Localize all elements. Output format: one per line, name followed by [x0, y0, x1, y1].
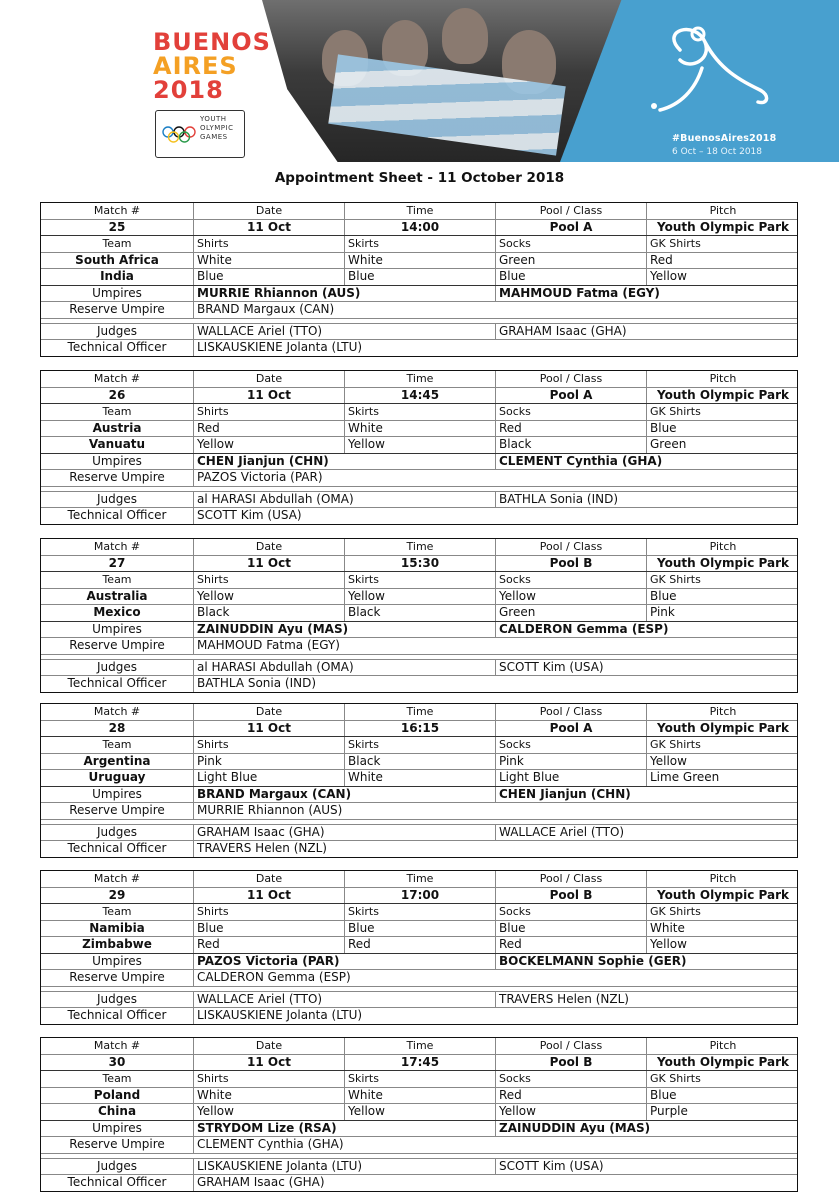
label-time: Time: [344, 704, 495, 720]
label-shirts: Shirts: [193, 404, 344, 420]
event-dates: 6 Oct – 18 Oct 2018: [672, 147, 763, 157]
match-pool: Pool A: [495, 220, 646, 236]
team-name: Namibia: [89, 920, 145, 935]
judge-1: GRAHAM Isaac (GHA): [193, 825, 495, 841]
label-pitch: Pitch: [646, 371, 799, 387]
team-skirts: White: [344, 770, 495, 786]
team-skirts: Yellow: [344, 437, 495, 453]
team-shirts: Light Blue: [193, 770, 344, 786]
label-reserve-umpire: Reserve Umpire: [69, 470, 165, 484]
label-time: Time: [344, 1038, 495, 1054]
team-skirts: Red: [344, 937, 495, 953]
team-name: Argentina: [83, 753, 151, 768]
umpire-2: MAHMOUD Fatma (EGY): [495, 286, 799, 302]
match-pitch: Youth Olympic Park: [646, 388, 799, 404]
team-name: Australia: [86, 588, 148, 603]
match-date: 11 Oct: [193, 220, 344, 236]
team-row: [41, 770, 797, 787]
team-shirts: White: [193, 1088, 344, 1104]
label-gk-shirts: GK Shirts: [646, 236, 799, 252]
judge-1: WALLACE Ariel (TTO): [193, 992, 495, 1008]
hashtag: #BuenosAires2018: [672, 133, 777, 144]
match-pool: Pool B: [495, 1055, 646, 1071]
label-match: Match #: [93, 872, 141, 885]
match-table: [40, 202, 798, 357]
label-team: Team: [102, 1072, 132, 1085]
label-shirts: Shirts: [193, 737, 344, 753]
reserve-umpire: BRAND Margaux (CAN): [193, 302, 799, 318]
label-umpires: Umpires: [92, 953, 142, 968]
team-shirts: Blue: [193, 269, 344, 285]
olympic-rings-icon: [161, 125, 197, 145]
match-table: [40, 370, 798, 525]
label-judges: Judges: [96, 991, 137, 1006]
team-gk-shirts: Blue: [646, 1088, 799, 1104]
team-skirts: Black: [344, 605, 495, 621]
match-pitch: Youth Olympic Park: [646, 556, 799, 572]
judge-2: GRAHAM Isaac (GHA): [495, 324, 799, 340]
label-umpires: Umpires: [92, 453, 142, 468]
label-technical-officer: Technical Officer: [67, 340, 167, 354]
label-skirts: Skirts: [344, 236, 495, 252]
judge-2: WALLACE Ariel (TTO): [495, 825, 799, 841]
label-reserve-umpire: Reserve Umpire: [69, 302, 165, 316]
team-gk-shirts: Red: [646, 253, 799, 269]
crowd-figure: [442, 8, 488, 64]
team-gk-shirts: Yellow: [646, 754, 799, 770]
label-judges: Judges: [96, 1158, 137, 1173]
team-socks: Pink: [495, 754, 646, 770]
label-pitch: Pitch: [646, 871, 799, 887]
team-socks: Blue: [495, 269, 646, 285]
team-name: China: [97, 1104, 137, 1118]
match-date: 11 Oct: [193, 556, 344, 572]
label-team: Team: [102, 905, 132, 918]
team-row: [41, 421, 797, 438]
label-pitch: Pitch: [646, 539, 799, 555]
judge-1: al HARASI Abdullah (OMA): [193, 492, 495, 508]
label-date: Date: [193, 704, 344, 720]
judge-2: SCOTT Kim (USA): [495, 1159, 799, 1175]
label-gk-shirts: GK Shirts: [646, 404, 799, 420]
judge-1: al HARASI Abdullah (OMA): [193, 660, 495, 676]
label-socks: Socks: [495, 236, 646, 252]
team-gk-shirts: Green: [646, 437, 799, 453]
label-judges: Judges: [96, 824, 137, 839]
label-pool: Pool / Class: [495, 871, 646, 887]
team-skirts: Blue: [344, 921, 495, 937]
match-pitch: Youth Olympic Park: [646, 1055, 799, 1071]
team-skirts: White: [344, 1088, 495, 1104]
team-socks: Blue: [495, 921, 646, 937]
team-name: Poland: [93, 1087, 141, 1102]
match-pitch: Youth Olympic Park: [646, 721, 799, 737]
label-technical-officer: Technical Officer: [67, 1008, 167, 1022]
label-judges: Judges: [96, 659, 137, 674]
match-time: 17:00: [344, 888, 495, 904]
label-date: Date: [193, 539, 344, 555]
match-date: 11 Oct: [193, 721, 344, 737]
label-umpires: Umpires: [92, 621, 142, 636]
label-reserve-umpire: Reserve Umpire: [69, 970, 165, 984]
umpire-1: ZAINUDDIN Ayu (MAS): [193, 622, 495, 638]
match-number: 28: [108, 720, 126, 735]
label-match: Match #: [93, 540, 141, 553]
team-skirts: White: [344, 421, 495, 437]
label-team: Team: [102, 738, 132, 751]
label-skirts: Skirts: [344, 1071, 495, 1087]
match-table: [40, 703, 798, 858]
umpire-1: STRYDOM Lize (RSA): [193, 1121, 495, 1137]
match-time: 16:15: [344, 721, 495, 737]
team-socks: Black: [495, 437, 646, 453]
team-socks: Green: [495, 253, 646, 269]
team-shirts: Blue: [193, 921, 344, 937]
umpire-1: PAZOS Victoria (PAR): [193, 954, 495, 970]
label-match: Match #: [93, 204, 141, 217]
umpire-1: CHEN Jianjun (CHN): [193, 454, 495, 470]
team-skirts: Black: [344, 754, 495, 770]
technical-officer: LISKAUSKIENE Jolanta (LTU): [193, 1008, 799, 1024]
team-skirts: Blue: [344, 269, 495, 285]
match-table: [40, 1037, 798, 1192]
team-gk-shirts: White: [646, 921, 799, 937]
hockey-pictogram-icon: [640, 20, 780, 125]
label-pitch: Pitch: [646, 704, 799, 720]
team-gk-shirts: Yellow: [646, 269, 799, 285]
label-technical-officer: Technical Officer: [67, 508, 167, 522]
team-skirts: Yellow: [344, 589, 495, 605]
team-name: Uruguay: [88, 770, 146, 784]
label-pool: Pool / Class: [495, 1038, 646, 1054]
technical-officer: GRAHAM Isaac (GHA): [193, 1175, 799, 1191]
label-pool: Pool / Class: [495, 704, 646, 720]
team-gk-shirts: Purple: [646, 1104, 799, 1120]
label-judges: Judges: [96, 323, 137, 338]
team-shirts: Red: [193, 937, 344, 953]
label-umpires: Umpires: [92, 285, 142, 300]
team-row: [41, 269, 797, 286]
team-shirts: Black: [193, 605, 344, 621]
match-date: 11 Oct: [193, 1055, 344, 1071]
match-pitch: Youth Olympic Park: [646, 220, 799, 236]
team-socks: Red: [495, 1088, 646, 1104]
match-table: [40, 538, 798, 693]
team-shirts: White: [193, 253, 344, 269]
match-number: 25: [108, 219, 126, 234]
label-date: Date: [193, 371, 344, 387]
team-shirts: Yellow: [193, 589, 344, 605]
label-pool: Pool / Class: [495, 539, 646, 555]
label-gk-shirts: GK Shirts: [646, 737, 799, 753]
match-number: 27: [108, 555, 126, 570]
label-shirts: Shirts: [193, 904, 344, 920]
umpire-2: CALDERON Gemma (ESP): [495, 622, 799, 638]
label-socks: Socks: [495, 904, 646, 920]
judge-1: WALLACE Ariel (TTO): [193, 324, 495, 340]
judge-2: SCOTT Kim (USA): [495, 660, 799, 676]
team-shirts: Yellow: [193, 437, 344, 453]
label-date: Date: [193, 203, 344, 219]
label-skirts: Skirts: [344, 572, 495, 588]
technical-officer: SCOTT Kim (USA): [193, 508, 799, 524]
team-row: [41, 253, 797, 270]
team-row: [41, 605, 797, 622]
label-reserve-umpire: Reserve Umpire: [69, 1137, 165, 1151]
label-reserve-umpire: Reserve Umpire: [69, 803, 165, 817]
match-number: 26: [108, 387, 126, 402]
label-reserve-umpire: Reserve Umpire: [69, 638, 165, 652]
yog-badge: [155, 110, 245, 158]
team-skirts: Yellow: [344, 1104, 495, 1120]
label-time: Time: [344, 539, 495, 555]
technical-officer: LISKAUSKIENE Jolanta (LTU): [193, 340, 799, 356]
team-name: Mexico: [93, 605, 141, 619]
reserve-umpire: MAHMOUD Fatma (EGY): [193, 638, 799, 654]
reserve-umpire: CLEMENT Cynthia (GHA): [193, 1137, 799, 1153]
team-name: Vanuatu: [88, 437, 146, 451]
label-pool: Pool / Class: [495, 371, 646, 387]
label-team: Team: [102, 237, 132, 250]
team-shirts: Pink: [193, 754, 344, 770]
label-pitch: Pitch: [646, 203, 799, 219]
match-date: 11 Oct: [193, 388, 344, 404]
label-socks: Socks: [495, 404, 646, 420]
label-shirts: Shirts: [193, 572, 344, 588]
technical-officer: BATHLA Sonia (IND): [193, 676, 799, 692]
label-shirts: Shirts: [193, 1071, 344, 1087]
reserve-umpire: PAZOS Victoria (PAR): [193, 470, 799, 486]
label-skirts: Skirts: [344, 904, 495, 920]
team-row: [41, 1104, 797, 1121]
label-time: Time: [344, 871, 495, 887]
judge-1: LISKAUSKIENE Jolanta (LTU): [193, 1159, 495, 1175]
technical-officer: TRAVERS Helen (NZL): [193, 841, 799, 857]
team-skirts: White: [344, 253, 495, 269]
team-socks: Yellow: [495, 589, 646, 605]
team-socks: Red: [495, 937, 646, 953]
label-skirts: Skirts: [344, 404, 495, 420]
judge-2: BATHLA Sonia (IND): [495, 492, 799, 508]
umpire-2: ZAINUDDIN Ayu (MAS): [495, 1121, 799, 1137]
umpire-2: CLEMENT Cynthia (GHA): [495, 454, 799, 470]
match-number: 29: [108, 887, 126, 902]
logo-line2: AIRES: [153, 52, 238, 80]
team-shirts: Yellow: [193, 1104, 344, 1120]
team-row: [41, 1088, 797, 1105]
label-judges: Judges: [96, 491, 137, 506]
umpire-2: CHEN Jianjun (CHN): [495, 787, 799, 803]
label-gk-shirts: GK Shirts: [646, 572, 799, 588]
team-name: South Africa: [75, 252, 159, 267]
umpire-1: BRAND Margaux (CAN): [193, 787, 495, 803]
match-pool: Pool A: [495, 721, 646, 737]
match-pool: Pool A: [495, 388, 646, 404]
label-technical-officer: Technical Officer: [67, 1175, 167, 1189]
label-gk-shirts: GK Shirts: [646, 904, 799, 920]
label-match: Match #: [93, 372, 141, 385]
team-gk-shirts: Blue: [646, 589, 799, 605]
label-team: Team: [102, 573, 132, 586]
umpire-1: MURRIE Rhiannon (AUS): [193, 286, 495, 302]
team-socks: Red: [495, 421, 646, 437]
match-time: 14:00: [344, 220, 495, 236]
team-row: [41, 937, 797, 954]
team-socks: Yellow: [495, 1104, 646, 1120]
logo-subtitle: YOUTH OLYMPIC GAMES: [200, 115, 234, 141]
label-pool: Pool / Class: [495, 203, 646, 219]
team-row: [41, 437, 797, 454]
team-gk-shirts: Yellow: [646, 937, 799, 953]
team-row: [41, 754, 797, 771]
label-team: Team: [102, 405, 132, 418]
match-table: [40, 870, 798, 1025]
match-time: 14:45: [344, 388, 495, 404]
team-socks: Green: [495, 605, 646, 621]
team-name: Zimbabwe: [82, 937, 152, 951]
team-shirts: Red: [193, 421, 344, 437]
label-date: Date: [193, 1038, 344, 1054]
team-row: [41, 921, 797, 938]
reserve-umpire: CALDERON Gemma (ESP): [193, 970, 799, 986]
match-time: 17:45: [344, 1055, 495, 1071]
match-time: 15:30: [344, 556, 495, 572]
match-pool: Pool B: [495, 556, 646, 572]
header-banner: [0, 0, 839, 162]
label-umpires: Umpires: [92, 1120, 142, 1135]
match-pitch: Youth Olympic Park: [646, 888, 799, 904]
label-match: Match #: [93, 705, 141, 718]
team-name: Austria: [92, 420, 142, 435]
label-date: Date: [193, 871, 344, 887]
label-technical-officer: Technical Officer: [67, 676, 167, 690]
label-pitch: Pitch: [646, 1038, 799, 1054]
reserve-umpire: MURRIE Rhiannon (AUS): [193, 803, 799, 819]
label-match: Match #: [93, 1039, 141, 1052]
match-number: 30: [108, 1054, 126, 1069]
label-skirts: Skirts: [344, 737, 495, 753]
page-title: Appointment Sheet - 11 October 2018: [274, 170, 565, 186]
team-row: [41, 589, 797, 606]
label-technical-officer: Technical Officer: [67, 841, 167, 855]
team-socks: Light Blue: [495, 770, 646, 786]
label-time: Time: [344, 371, 495, 387]
match-pool: Pool B: [495, 888, 646, 904]
label-shirts: Shirts: [193, 236, 344, 252]
label-gk-shirts: GK Shirts: [646, 1071, 799, 1087]
logo-line1: BUENOS: [153, 28, 271, 56]
team-name: India: [100, 269, 134, 283]
label-socks: Socks: [495, 1071, 646, 1087]
umpire-2: BOCKELMANN Sophie (GER): [495, 954, 799, 970]
team-gk-shirts: Lime Green: [646, 770, 799, 786]
team-gk-shirts: Pink: [646, 605, 799, 621]
logo-line3: 2018: [153, 76, 224, 104]
judge-2: TRAVERS Helen (NZL): [495, 992, 799, 1008]
label-time: Time: [344, 203, 495, 219]
label-umpires: Umpires: [92, 786, 142, 801]
label-socks: Socks: [495, 737, 646, 753]
team-gk-shirts: Blue: [646, 421, 799, 437]
match-date: 11 Oct: [193, 888, 344, 904]
label-socks: Socks: [495, 572, 646, 588]
